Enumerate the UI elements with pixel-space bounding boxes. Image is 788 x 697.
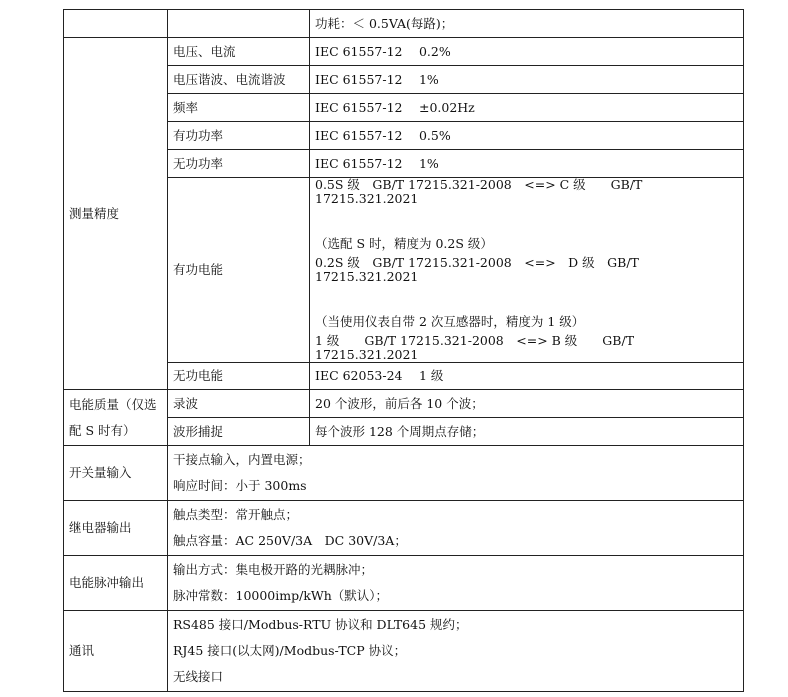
description-cell [168,556,744,611]
item-label: 录波 [168,390,310,418]
description-line: 响应时间：小于 300ms [173,478,307,494]
item-value: IEC 61557-12 0.2% [310,38,744,66]
empty-cell [168,10,310,38]
description-line: 无线接口 [173,669,224,685]
category-cell: 电能脉冲输出 [64,556,168,611]
spec-table [63,9,744,692]
category-cell: 测量精度 [64,38,168,390]
item-value: 20 个波形，前后各 10 个波； [310,390,744,418]
category-cell: 通讯 [64,611,168,692]
category-cell: 继电器输出 [64,501,168,556]
item-value: IEC 61557-12 1% [310,66,744,94]
description-line: RS485 接口/Modbus-RTU 协议和 DLT645 规约； [173,617,468,633]
table-row [64,390,744,418]
energy-line: 1 级 GB/T 17215.321-2008 <=> B 级 GB/T 17215.321.2021 [315,333,635,362]
table-row [64,611,744,692]
item-label: 无功功率 [168,150,310,178]
item-value: IEC 61557-12 1% [310,150,744,178]
description-cell [168,611,744,692]
item-value: IEC 62053-24 1 级 [310,363,744,390]
item-value: 每个波形 128 个周期点存储； [310,418,744,446]
item-label: 有功功率 [168,122,310,150]
power-consumption-cell: 功耗：＜ 0.5VA(每路)； [310,10,744,38]
item-value: IEC 61557-12 ±0.02Hz [310,94,744,122]
item-label: 有功电能 [168,178,310,363]
active-energy-cell [310,178,744,363]
description-line: 输出方式：集电极开路的光耦脉冲； [173,562,374,578]
energy-line: （选配 S 时，精度为 0.2S 级） [315,236,493,252]
item-label: 波形捕捉 [168,418,310,446]
table-row [64,501,744,556]
description-line: RJ45 接口(以太网)/Modbus-TCP 协议； [173,643,407,659]
energy-line: 0.5S 级 GB/T 17215.321-2008 <=> C 级 GB/T 17215.321.2021 [315,177,643,206]
energy-line: （当使用仪表自带 2 次互感器时，精度为 1 级） [315,314,585,330]
item-label: 电压、电流 [168,38,310,66]
item-label: 频率 [168,94,310,122]
empty-cell [64,10,168,38]
description-cell [168,446,744,501]
description-line: 干接点输入，内置电源； [173,452,311,468]
table-row [64,38,744,66]
description-line: 脉冲常数：10000imp/kWh（默认）； [173,588,389,604]
category-cell: 电能质量（仅选配 S 时有） [64,390,168,446]
category-cell: 开关量输入 [64,446,168,501]
description-line: 触点类型：常开触点； [173,507,299,523]
table-row [64,446,744,501]
item-value: IEC 61557-12 0.5% [310,122,744,150]
description-line: 触点容量：AC 250V/3A DC 30V/3A； [173,533,407,549]
energy-line: 0.2S 级 GB/T 17215.321-2008 <=> D 级 GB/T 17215.321.2021 [315,255,639,284]
table-row [64,10,744,38]
table-row [64,556,744,611]
item-label: 无功电能 [168,363,310,390]
description-cell [168,501,744,556]
item-label: 电压谐波、电流谐波 [168,66,310,94]
